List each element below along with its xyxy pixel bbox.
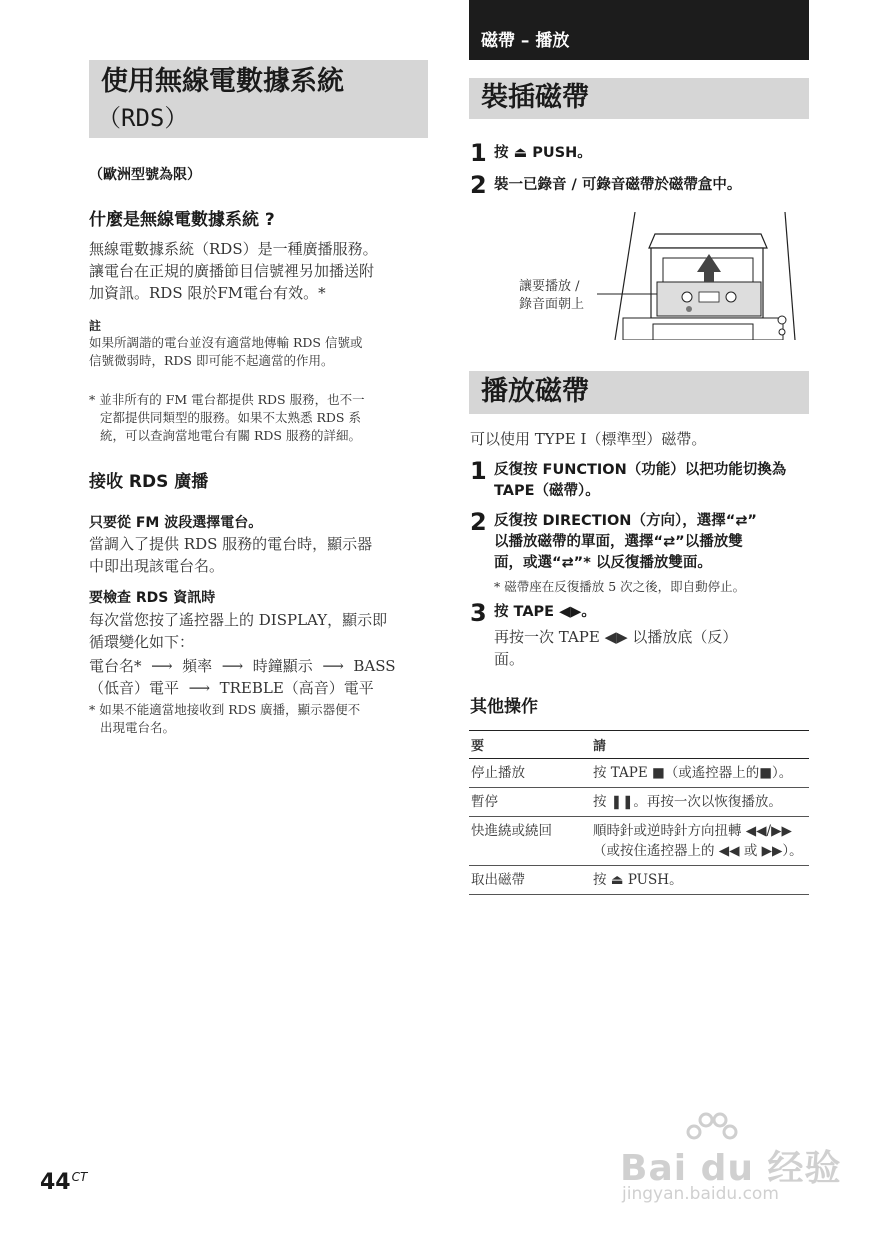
footnote-line: * 如果不能適當地接收到 RDS 廣播，顯示器便不 <box>89 702 361 717</box>
cycle-station: 電台名* <box>89 657 142 675</box>
what-body-line: 讓電台在正規的廣播節目信號裡另加播送附 <box>89 262 375 280</box>
left-title-line2: （RDS） <box>97 104 189 132</box>
illustration-label <box>519 278 584 314</box>
page-number <box>40 1170 87 1195</box>
play-title: 播放磁帶 <box>481 376 589 407</box>
receive-heading: 接收 RDS 廣播 <box>89 472 209 492</box>
arrow-right-icon: ⟶ <box>146 657 178 675</box>
left-title-line1: 使用無線電數據系統 <box>101 66 344 97</box>
step-line: 按 TAPE ◀▶。 <box>494 604 596 620</box>
step-text <box>494 602 596 623</box>
footnote-rds <box>89 391 434 445</box>
what-body <box>89 238 429 304</box>
table-cell-action: 暫停 <box>469 788 591 817</box>
note-line: 如果所調諧的電台並沒有適當地傳輸 RDS 信號或 <box>89 335 363 350</box>
check-body-line: 循環變化如下： <box>89 633 195 651</box>
step-number: 2 <box>470 508 487 536</box>
step-number: 2 <box>470 171 487 199</box>
note-line: 信號微弱時，RDS 即可能不起適當的作用。 <box>89 353 334 368</box>
table-row <box>469 788 809 817</box>
left-title-box <box>89 60 428 138</box>
table-cell-how: 按 ⏏ PUSH。 <box>591 866 809 895</box>
play-step-3 <box>470 599 810 668</box>
cassette-deck-drawing <box>505 212 805 340</box>
arrow-right-icon: ⟶ <box>183 679 215 697</box>
watermark-brand: Bai du 经验 <box>620 1148 842 1189</box>
cassette-illustration <box>505 212 805 340</box>
arrow-right-icon: ⟶ <box>216 657 248 675</box>
table-cell-how: 順時針或逆時針方向扭轉 ◀◀/▶▶（或按住遙控器上的 ◀◀ 或 ▶▶）。 <box>591 817 809 866</box>
cycle-treble-level: TREBLE（高音）電平 <box>219 679 374 697</box>
cycle-bass: BASS <box>353 657 396 675</box>
footnote-line: 統，可以查詢當地電台有關 RDS 服務的詳細。 <box>100 428 361 443</box>
label-line: 錄音面朝上 <box>519 297 585 312</box>
play-title-box <box>469 371 809 414</box>
other-ops-heading: 其他操作 <box>470 697 538 717</box>
table-cell-how: 按 ❚❚。再按一次以恢復播放。 <box>591 788 809 817</box>
watermark-url: jingyan.baidu.com <box>622 1184 779 1204</box>
insert-step-1 <box>470 140 810 166</box>
check-body-line: 每次當您按了遙控器上的 DISPLAY，顯示即 <box>89 611 388 629</box>
section-header-bar <box>469 0 809 60</box>
step-text: 裝一已錄音 / 可錄音磁帶於磁帶盒中。 <box>494 177 742 193</box>
other-ops-table-wrap <box>469 730 809 895</box>
cycle-clock: 時鐘顯示 <box>252 657 313 675</box>
step-number: 1 <box>470 457 487 485</box>
step-text <box>494 460 786 502</box>
table-row <box>469 817 809 866</box>
page-number-suffix: CT <box>71 1170 88 1184</box>
select-body-line: 中即出現該電台名。 <box>89 557 225 575</box>
table-cell-action: 停止播放 <box>469 759 591 788</box>
step-text <box>494 511 757 574</box>
step-line: 反復按 FUNCTION（功能）以把功能切換為 <box>494 462 787 478</box>
cycle-bass-level: （低音）電平 <box>89 679 180 697</box>
step-sub-line: 面。 <box>494 650 525 668</box>
check-body <box>89 609 434 653</box>
page-number-value: 44 <box>40 1170 71 1195</box>
column-header: 要 <box>469 731 591 759</box>
step-note: * 磁帶座在反復播放 5 次之後，即自動停止。 <box>494 579 746 594</box>
cycle-line-2 <box>89 677 434 699</box>
table-cell-action: 快進繞或繞回 <box>469 817 591 866</box>
table-cell-how: 按 TAPE ■（或遙控器上的■）。 <box>591 759 809 788</box>
watermark <box>618 1110 842 1210</box>
footnote-display <box>89 701 434 737</box>
select-heading: 只要從 FM 波段選擇電台。 <box>89 515 263 531</box>
insert-title: 裝插磁帶 <box>481 82 589 113</box>
footnote-line: 出現電台名。 <box>100 720 176 735</box>
what-body-line: 無線電數據系統（RDS）是一種廣播服務。 <box>89 240 378 258</box>
select-body <box>89 533 429 577</box>
column-header: 請 <box>591 731 809 759</box>
footnote-line: * 並非所有的 FM 電台都提供 RDS 服務，也不一 <box>89 392 365 407</box>
table-row <box>469 759 809 788</box>
region-note: （歐洲型號為限） <box>89 167 201 183</box>
play-step-2 <box>470 508 815 594</box>
step-line: 以播放磁帶的單面，選擇“⇄”以播放雙 <box>494 534 743 550</box>
step-number: 3 <box>470 599 487 627</box>
section-header-text: 磁帶 – 播放 <box>481 31 570 51</box>
step-number: 1 <box>470 139 487 167</box>
step-sub <box>494 626 814 670</box>
label-line: 讓要播放 / <box>519 279 580 294</box>
step-sub-line: 再按一次 TAPE ◀▶ 以播放底（反） <box>494 628 738 646</box>
step-text: 按 ⏏ PUSH。 <box>494 145 592 161</box>
step-line: 面，或選“⇄”* 以反復播放雙面。 <box>494 555 712 571</box>
cycle-frequency: 頻率 <box>182 657 213 675</box>
step-line: TAPE（磁帶）。 <box>494 483 600 499</box>
insert-step-2 <box>470 172 810 198</box>
note-body <box>89 334 434 370</box>
play-intro: 可以使用 TYPE I（標準型）磁帶。 <box>470 430 707 448</box>
check-heading: 要檢查 RDS 資訊時 <box>89 590 216 606</box>
table-row <box>469 866 809 895</box>
cycle-line-1 <box>89 655 434 677</box>
table-header-row <box>469 731 809 759</box>
display-cycle <box>89 655 434 699</box>
footnote-line: 定都提供同類型的服務。如果不太熟悉 RDS 系 <box>100 410 361 425</box>
note-label: 註 <box>89 319 102 333</box>
play-step-1 <box>470 457 810 499</box>
other-ops-table <box>469 730 809 895</box>
insert-title-box <box>469 78 809 119</box>
table-cell-action: 取出磁帶 <box>469 866 591 895</box>
step-line: 反復按 DIRECTION（方向），選擇“⇄” <box>494 513 757 529</box>
what-body-line: 加資訊。RDS 限於FM電台有效。* <box>89 284 326 302</box>
select-body-line: 當調入了提供 RDS 服務的電台時，顯示器 <box>89 535 373 553</box>
arrow-right-icon: ⟶ <box>317 657 349 675</box>
what-heading: 什麼是無線電數據系統 ? <box>89 210 275 230</box>
